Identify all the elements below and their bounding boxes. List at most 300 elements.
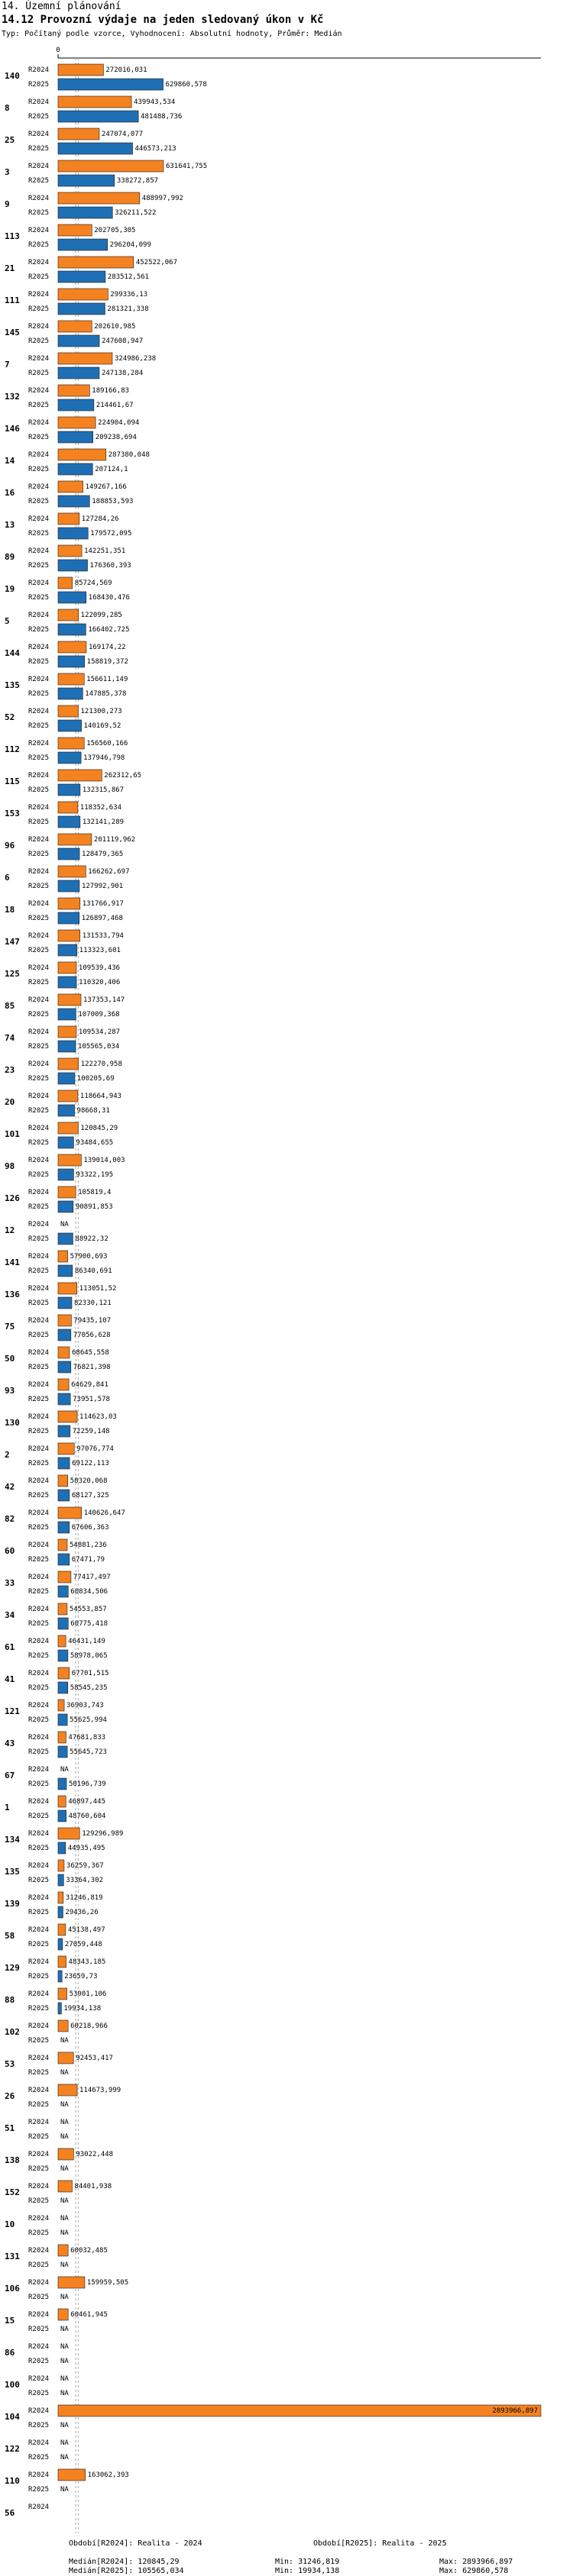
- bar-2024: [58, 2245, 68, 2256]
- category-label: 100: [5, 2380, 20, 2390]
- category-label: 5: [5, 616, 10, 626]
- category-label: 58: [5, 1931, 15, 1941]
- series-label-2024: R2024: [28, 1125, 50, 1132]
- series-label-2024: R2024: [28, 2247, 50, 2255]
- value-label-2024: 93022,448: [76, 2151, 114, 2158]
- series-label-2024: R2024: [28, 1221, 50, 1228]
- series-label-2024: R2024: [28, 2439, 50, 2447]
- bar-2024: [58, 866, 86, 877]
- category-label: 6: [5, 873, 10, 883]
- value-label-2025: 326211,522: [115, 209, 157, 217]
- category-label: 53: [5, 2059, 15, 2069]
- bar-2024: [58, 1315, 71, 1326]
- bar-2024: [58, 1603, 67, 1615]
- category-label: 1: [5, 1803, 10, 1813]
- series-label-2025: R2025: [28, 1748, 50, 1756]
- value-label-2024: 120845,29: [80, 1125, 118, 1132]
- category-label: 43: [5, 1738, 15, 1748]
- bar-2025: [58, 1682, 68, 1693]
- series-label-2025: R2025: [28, 402, 50, 409]
- legend-period-2024: Období[R2024]: Realita - 2024: [69, 2539, 202, 2548]
- chart-title: 14.12 Provozní výdaje na jeden sledovaný úkon v Kč: [2, 14, 324, 26]
- series-label-2024: R2024: [28, 612, 50, 619]
- value-label-2024: 47681,833: [68, 1734, 106, 1742]
- series-label-2024: R2024: [28, 2471, 50, 2479]
- bar-2025: [58, 1105, 75, 1116]
- bar-2024: [58, 577, 73, 589]
- value-label-2025: 107009,368: [78, 1011, 120, 1018]
- series-label-2024: R2024: [28, 1798, 50, 1806]
- series-label-2025: R2025: [28, 2229, 50, 2237]
- value-label-2025: 73951,578: [73, 1396, 110, 1403]
- series-label-2025: R2025: [28, 2486, 50, 2494]
- value-label-2024: 58320,068: [70, 1477, 108, 1485]
- series-label-2025: R2025: [28, 2454, 50, 2461]
- series-label-2025: R2025: [28, 1011, 50, 1018]
- value-label-2024: 105819,4: [78, 1189, 112, 1196]
- series-label-2025: R2025: [28, 2197, 50, 2205]
- value-label-2024: NA: [60, 1766, 69, 1774]
- value-label-2025: 19934,138: [63, 2005, 102, 2013]
- series-label-2025: R2025: [28, 1171, 50, 1179]
- value-label-2025: 33364,302: [66, 1877, 104, 1884]
- series-label-2025: R2025: [28, 1684, 50, 1692]
- series-label-2024: R2024: [28, 676, 50, 683]
- value-label-2024: 452522,067: [135, 259, 178, 266]
- bar-2025: [58, 143, 133, 154]
- series-label-2025: R2025: [28, 1620, 50, 1628]
- value-label-2024: 247074,077: [101, 131, 144, 138]
- series-label-2025: R2025: [28, 2261, 50, 2269]
- category-label: 42: [5, 1482, 15, 1492]
- series-label-2024: R2024: [28, 1093, 50, 1100]
- value-label-2024: 262312,65: [104, 772, 142, 780]
- series-label-2025: R2025: [28, 1556, 50, 1564]
- value-label-2025: 72259,148: [72, 1428, 110, 1435]
- value-label-2024: 137353,147: [83, 996, 125, 1004]
- bar-2024: [58, 128, 99, 140]
- series-label-2024: R2024: [28, 964, 50, 972]
- bar-2025: [58, 1457, 70, 1469]
- value-label-2025: NA: [60, 2197, 69, 2205]
- series-label-2024: R2024: [28, 355, 50, 363]
- series-label-2024: R2024: [28, 163, 50, 170]
- value-label-2025: 110320,406: [79, 979, 121, 986]
- category-label: 146: [5, 424, 20, 434]
- category-label: 8: [5, 103, 10, 113]
- series-label-2024: R2024: [28, 2279, 50, 2287]
- category-label: 135: [5, 1867, 20, 1877]
- bar-2024: [58, 1058, 79, 1070]
- bar-2024: [58, 353, 112, 364]
- series-label-2025: R2025: [28, 1780, 50, 1788]
- value-label-2024: 156560,166: [86, 740, 128, 747]
- series-label-2024: R2024: [28, 1285, 50, 1293]
- bar-2025: [58, 1938, 63, 1950]
- value-label-2024: 54553,857: [69, 1606, 107, 1613]
- category-label: 145: [5, 328, 20, 337]
- bar-2024: [58, 1539, 67, 1551]
- bar-2024: [58, 545, 82, 557]
- bar-2025: [58, 207, 112, 218]
- category-label: 152: [5, 2187, 20, 2197]
- bar-2025: [58, 1073, 75, 1084]
- value-label-2025: 481488,736: [141, 113, 183, 121]
- series-label-2025: R2025: [28, 145, 50, 153]
- value-label-2024: 287380,048: [108, 451, 150, 459]
- value-label-2024: NA: [60, 1221, 69, 1228]
- series-label-2024: R2024: [28, 2311, 50, 2319]
- bar-2025: [58, 1329, 71, 1341]
- bar-2025: [58, 976, 76, 988]
- bar-2025: [58, 1265, 73, 1277]
- value-label-2025: 93484,655: [76, 1139, 114, 1147]
- bar-2024: [58, 1443, 74, 1454]
- series-label-2025: R2025: [28, 1941, 50, 1948]
- value-label-2025: 60775,418: [70, 1620, 108, 1628]
- series-label-2024: R2024: [28, 1253, 50, 1261]
- series-label-2024: R2024: [28, 1157, 50, 1164]
- value-label-2025: 137946,798: [83, 754, 125, 762]
- value-label-2024: 202610,985: [94, 323, 136, 331]
- value-label-2024: 109539,436: [78, 964, 121, 972]
- category-label: 147: [5, 937, 20, 947]
- series-label-2025: R2025: [28, 690, 50, 698]
- value-label-2025: 283512,561: [107, 273, 150, 281]
- bar-2024: [58, 481, 83, 492]
- category-label: 20: [5, 1097, 15, 1107]
- bar-2025: [58, 1810, 66, 1822]
- bar-2025: [58, 720, 82, 731]
- value-label-2024: 127284,26: [81, 515, 119, 523]
- category-label: 50: [5, 1354, 15, 1364]
- value-label-2025: 58545,235: [70, 1684, 108, 1692]
- chart-subtitle: Typ: Počítaný podle vzorce, Vyhodnocení: Absolutní hodnoty, Průměr: Medián: [2, 30, 342, 38]
- series-label-2025: R2025: [28, 2390, 50, 2397]
- bar-2025: [58, 1425, 70, 1437]
- value-label-2025: 58978,065: [70, 1652, 108, 1660]
- bar-2024: [58, 802, 78, 813]
- category-label: 51: [5, 2123, 15, 2133]
- value-label-2024: 64629,841: [71, 1381, 108, 1389]
- series-label-2025: R2025: [28, 562, 50, 570]
- legend-period-2025: Období[R2025]: Realita - 2025: [313, 2539, 447, 2548]
- category-label: 104: [5, 2412, 20, 2422]
- category-label: 74: [5, 1033, 15, 1043]
- series-label-2024: R2024: [28, 451, 50, 459]
- value-label-2025: 88922,32: [75, 1235, 108, 1243]
- bar-2024: [58, 738, 84, 749]
- category-label: 139: [5, 1899, 20, 1909]
- value-label-2025: NA: [60, 2390, 69, 2397]
- value-label-2025: 69122,113: [72, 1460, 109, 1467]
- value-label-2025: NA: [60, 2229, 69, 2237]
- value-label-2024: 46897,445: [68, 1798, 106, 1806]
- value-label-2025: 168430,476: [88, 594, 130, 602]
- series-label-2024: R2024: [28, 1445, 50, 1453]
- series-label-2025: R2025: [28, 530, 50, 537]
- bar-2025: [58, 1618, 68, 1629]
- series-label-2025: R2025: [28, 947, 50, 954]
- value-label-2025: 281321,338: [107, 305, 149, 313]
- series-label-2024: R2024: [28, 2055, 50, 2062]
- bar-2025: [58, 912, 79, 924]
- bar-2025: [58, 1746, 67, 1758]
- value-label-2025: 158819,372: [86, 658, 128, 666]
- value-label-2024: 324986,238: [114, 355, 157, 363]
- category-label: 33: [5, 1578, 15, 1588]
- series-label-2024: R2024: [28, 66, 50, 74]
- series-label-2024: R2024: [28, 323, 50, 331]
- category-label: 112: [5, 744, 20, 754]
- series-label-2024: R2024: [28, 1574, 50, 1581]
- median-2025-label: Medián[R2025]: 105565,034: [69, 2567, 184, 2575]
- bar-2024: [58, 321, 92, 332]
- bar-2024: [58, 1122, 78, 1134]
- value-label-2025: 629860,578: [165, 81, 207, 89]
- series-label-2024: R2024: [28, 644, 50, 651]
- category-label: 130: [5, 1418, 20, 1428]
- series-label-2024: R2024: [28, 2215, 50, 2223]
- value-label-2025: 50196,739: [68, 1780, 106, 1788]
- value-label-2025: 176360,393: [89, 562, 131, 570]
- value-label-2025: 90891,853: [75, 1203, 113, 1211]
- category-label: 14: [5, 456, 15, 466]
- category-label: 96: [5, 841, 15, 851]
- series-label-2025: R2025: [28, 626, 50, 634]
- category-label: 10: [5, 2219, 15, 2229]
- value-label-2025: 214461,67: [96, 402, 134, 409]
- bar-2024: [58, 2309, 68, 2320]
- series-label-2025: R2025: [28, 1396, 50, 1403]
- category-label: 67: [5, 1771, 15, 1780]
- series-label-2025: R2025: [28, 2005, 50, 2013]
- value-label-2024: 129296,989: [82, 1830, 124, 1838]
- max-2024-label: Max: 2893966,897: [439, 2558, 513, 2566]
- category-label: 122: [5, 2444, 20, 2454]
- max-2025-label: Max: 629860,578: [439, 2567, 509, 2575]
- series-label-2025: R2025: [28, 1139, 50, 1147]
- value-label-2024: 122099,285: [80, 612, 122, 619]
- series-label-2025: R2025: [28, 1460, 50, 1467]
- series-label-2024: R2024: [28, 1734, 50, 1742]
- series-label-2024: R2024: [28, 1509, 50, 1517]
- value-label-2025: 132141,289: [82, 818, 125, 826]
- value-label-2024: 163062,393: [87, 2471, 129, 2479]
- series-label-2025: R2025: [28, 1235, 50, 1243]
- value-label-2024: 131533,794: [82, 932, 124, 940]
- series-label-2024: R2024: [28, 2183, 50, 2190]
- series-label-2024: R2024: [28, 1413, 50, 1421]
- value-label-2025: 68127,325: [71, 1492, 109, 1499]
- bar-2025: [58, 367, 99, 379]
- category-label: 125: [5, 969, 20, 979]
- category-label: 132: [5, 392, 20, 402]
- category-label: 86: [5, 2348, 15, 2358]
- category-label: 13: [5, 520, 15, 530]
- bar-2024: [58, 770, 102, 781]
- value-label-2024: 224904,094: [98, 419, 140, 427]
- bar-2025: [58, 816, 80, 828]
- category-label: 134: [5, 1835, 20, 1845]
- series-label-2025: R2025: [28, 2069, 50, 2077]
- series-label-2024: R2024: [28, 1862, 50, 1870]
- series-label-2024: R2024: [28, 2119, 50, 2126]
- value-label-2024: 149267,166: [85, 483, 127, 491]
- series-label-2024: R2024: [28, 2375, 50, 2383]
- bar-2025: [58, 592, 86, 603]
- value-label-2024: 299336,13: [110, 291, 148, 299]
- category-label: 110: [5, 2476, 20, 2486]
- category-label: 98: [5, 1161, 15, 1171]
- value-label-2025: 60834,506: [70, 1588, 108, 1596]
- series-label-2025: R2025: [28, 1267, 50, 1275]
- series-label-2024: R2024: [28, 2087, 50, 2094]
- min-2025-label: Min: 19934,138: [275, 2567, 340, 2575]
- series-label-2024: R2024: [28, 1189, 50, 1196]
- series-label-2024: R2024: [28, 1638, 50, 1645]
- bar-2024: [58, 2405, 541, 2416]
- bar-2024: [58, 1347, 70, 1358]
- series-label-2025: R2025: [28, 883, 50, 890]
- category-label: 19: [5, 584, 15, 594]
- value-label-2025: NA: [60, 2454, 69, 2461]
- value-label-2025: NA: [60, 2069, 69, 2077]
- value-label-2025: NA: [60, 2165, 69, 2173]
- value-label-2024: 60461,945: [70, 2311, 108, 2319]
- value-label-2025: NA: [60, 2422, 69, 2429]
- bar-2024: [58, 2052, 73, 2064]
- bar-2024: [58, 2181, 72, 2192]
- series-label-2024: R2024: [28, 1766, 50, 1774]
- value-label-2024: 156611,149: [86, 676, 128, 683]
- series-label-2025: R2025: [28, 2133, 50, 2141]
- value-label-2024: 60032,485: [70, 2247, 108, 2255]
- bar-2025: [58, 1233, 73, 1244]
- value-label-2025: 48760,604: [68, 1813, 106, 1820]
- value-label-2024: 272016,031: [105, 66, 147, 74]
- value-label-2025: 105565,034: [78, 1043, 120, 1051]
- bar-2024: [58, 1251, 68, 1262]
- bar-2024: [58, 1860, 64, 1871]
- value-label-2025: 338272,857: [116, 177, 159, 185]
- bar-2024: [58, 898, 80, 909]
- category-label: 121: [5, 1706, 20, 1716]
- value-label-2024: 121300,273: [80, 708, 122, 715]
- bar-2024: [58, 994, 81, 1006]
- value-label-2024: NA: [60, 2215, 69, 2223]
- series-label-2024: R2024: [28, 2151, 50, 2158]
- value-label-2024: 140626,647: [83, 1509, 125, 1517]
- bar-2024: [58, 64, 103, 76]
- bar-2025: [58, 463, 92, 475]
- value-label-2024: 97076,774: [76, 1445, 114, 1453]
- value-label-2024: 122270,958: [80, 1060, 122, 1068]
- value-label-2025: NA: [60, 2358, 69, 2365]
- bar-2024: [58, 417, 96, 428]
- series-label-2025: R2025: [28, 2294, 50, 2301]
- value-label-2024: 31246,819: [65, 1894, 103, 1902]
- value-label-2024: 142251,351: [84, 547, 126, 555]
- value-label-2025: 27059,448: [64, 1941, 102, 1948]
- bar-2024: [58, 192, 140, 204]
- value-label-2024: 439943,534: [134, 98, 176, 106]
- category-label: 61: [5, 1642, 15, 1652]
- category-label: 89: [5, 552, 15, 562]
- series-label-2025: R2025: [28, 2101, 50, 2109]
- series-label-2025: R2025: [28, 81, 50, 89]
- bar-2025: [58, 1201, 73, 1212]
- value-label-2024: 68645,558: [71, 1349, 109, 1357]
- series-label-2025: R2025: [28, 1845, 50, 1852]
- bar-2025: [58, 624, 86, 635]
- bar-2025: [58, 1522, 70, 1533]
- bar-2024: [58, 1956, 66, 1968]
- value-label-2024: NA: [60, 2119, 69, 2126]
- value-label-2024: 48343,185: [68, 1958, 106, 1966]
- bar-2024: [58, 160, 163, 172]
- category-label: 135: [5, 680, 20, 690]
- series-label-2024: R2024: [28, 740, 50, 747]
- series-label-2024: R2024: [28, 1958, 50, 1966]
- series-label-2025: R2025: [28, 1716, 50, 1724]
- category-label: 2: [5, 1450, 10, 1460]
- value-label-2025: 76821,398: [73, 1364, 111, 1371]
- series-label-2025: R2025: [28, 1973, 50, 1980]
- bar-2025: [58, 175, 115, 186]
- series-label-2025: R2025: [28, 1332, 50, 1339]
- value-label-2024: NA: [60, 2343, 69, 2351]
- bar-2024: [58, 2020, 68, 2032]
- category-label: 56: [5, 2508, 15, 2518]
- value-label-2025: NA: [60, 2261, 69, 2269]
- series-label-2025: R2025: [28, 305, 50, 313]
- series-label-2024: R2024: [28, 804, 50, 812]
- series-label-2025: R2025: [28, 1909, 50, 1916]
- series-label-2025: R2025: [28, 1364, 50, 1371]
- bar-2024: [58, 834, 92, 845]
- series-label-2025: R2025: [28, 594, 50, 602]
- category-label: 131: [5, 2252, 20, 2261]
- value-label-2024: 159959,505: [86, 2279, 129, 2287]
- value-label-2025: NA: [60, 2133, 69, 2141]
- bar-2025: [58, 848, 79, 860]
- value-label-2025: NA: [60, 2101, 69, 2109]
- bar-2024: [58, 1186, 76, 1198]
- value-label-2025: 44935,495: [67, 1845, 105, 1852]
- bar-2024: [58, 1154, 81, 1166]
- series-label-2025: R2025: [28, 1877, 50, 1884]
- bar-2024: [58, 641, 86, 653]
- bar-2025: [58, 431, 93, 443]
- value-label-2025: 98668,31: [76, 1107, 110, 1115]
- value-label-2025: NA: [60, 2037, 69, 2045]
- bar-2024: [58, 673, 84, 685]
- series-label-2024: R2024: [28, 547, 50, 555]
- value-label-2024: 60218,966: [70, 2022, 108, 2030]
- bar-2025: [58, 1650, 68, 1661]
- bar-2025: [58, 784, 80, 796]
- series-label-2024: R2024: [28, 1894, 50, 1902]
- category-label: 126: [5, 1193, 20, 1203]
- category-label: 16: [5, 488, 15, 498]
- series-label-2024: R2024: [28, 2022, 50, 2030]
- bar-2024: [58, 224, 92, 236]
- series-label-2024: R2024: [28, 1349, 50, 1357]
- category-label: 106: [5, 2284, 20, 2294]
- category-label: 88: [5, 1995, 15, 2005]
- series-label-2025: R2025: [28, 1652, 50, 1660]
